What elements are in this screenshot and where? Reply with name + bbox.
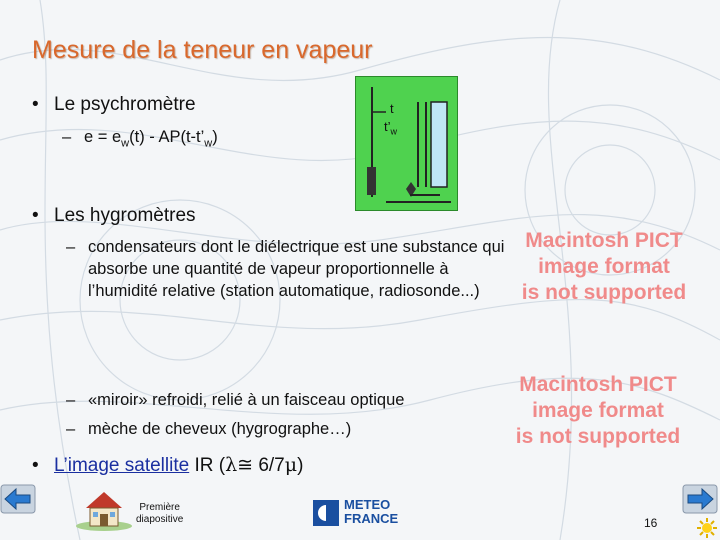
psychrometer-drawing: [356, 77, 457, 210]
bullet-psychrometre: [32, 94, 196, 116]
first-slide-line: Première: [139, 502, 180, 513]
next-slide-button[interactable]: [682, 484, 718, 519]
mu-symbol: μ: [284, 454, 298, 476]
page-number: 16: [644, 516, 658, 530]
meteo-france-logo: [312, 498, 412, 530]
label-tw-main: t’: [384, 119, 391, 134]
sub-dash: –: [66, 420, 76, 438]
pict-line: Macintosh PICT: [519, 373, 677, 396]
first-slide-label: [136, 502, 183, 526]
formula-line: [62, 126, 362, 150]
bullet-hygrometres: [32, 205, 196, 227]
sub-dash: –: [62, 128, 72, 146]
sub-dash: –: [66, 391, 76, 409]
label-tw-sub: w: [390, 126, 397, 137]
pict-line: is not supported: [521, 281, 687, 304]
left-arrow-icon: [0, 484, 36, 514]
pict-line: is not supported: [515, 425, 681, 448]
bullet-text: ): [297, 455, 304, 476]
lambda-symbol: λ: [225, 454, 238, 476]
formula-part: ): [212, 128, 218, 146]
bullet-dot: •: [32, 455, 39, 476]
approx-symbol: ≅: [237, 454, 254, 476]
bullet-text: IR (: [189, 455, 226, 476]
psychrometer-image: [355, 76, 458, 211]
sub-item-miroir: [66, 389, 506, 411]
bullet-label: Les hygromètres: [54, 205, 196, 226]
prev-slide-button[interactable]: [0, 484, 36, 519]
bullet-dot: •: [32, 205, 39, 226]
formula-part: (t) - AP(t-t’: [129, 128, 205, 146]
right-arrow-icon: [682, 484, 718, 514]
bullet-satellite: [32, 454, 303, 477]
sub-item-meche: [66, 418, 506, 440]
house-icon: [74, 484, 134, 532]
sub-item-condensateurs: [66, 236, 506, 328]
meteo-logo-mark: [312, 499, 340, 527]
sub-dash: –: [66, 238, 76, 256]
sun-icon: [696, 517, 718, 539]
pict-placeholder-1: [506, 228, 702, 306]
pict-line: Macintosh PICT: [525, 229, 683, 252]
first-slide-button[interactable]: [74, 484, 214, 534]
meteo-logo-line: METEO: [344, 497, 391, 512]
meteo-logo-line: FRANCE: [344, 511, 399, 526]
first-slide-line: diapositive: [136, 514, 184, 525]
sub-item-text: condensateurs dont le diélectrique est une substance qui absorbe une quantité de vapeur proportionnelle à l’humidité relative (station automatique, radiosonde...): [88, 238, 505, 300]
sub-item-text: mèche de cheveux (hygrographe…): [88, 420, 352, 438]
formula-subscript: w: [204, 137, 213, 150]
sub-item-text: «miroir» refroidi, relié à un faisceau optique: [88, 391, 405, 409]
pict-line: image format: [532, 399, 664, 422]
pict-line: image format: [538, 255, 670, 278]
wavelength-value: 6/7: [253, 455, 285, 476]
bullet-dot: •: [32, 94, 39, 115]
formula-subscript: w: [121, 137, 130, 150]
bullet-label: Le psychromètre: [54, 94, 196, 115]
slide-title: Mesure de la teneur en vapeur: [32, 36, 373, 64]
formula-part: e = e: [84, 128, 122, 146]
pict-placeholder-2: [500, 372, 696, 450]
label-t: t: [390, 101, 394, 116]
meteo-logo-text: [344, 498, 398, 526]
label-tw: [384, 119, 397, 137]
satellite-image-link[interactable]: L’image satellite: [54, 455, 190, 476]
